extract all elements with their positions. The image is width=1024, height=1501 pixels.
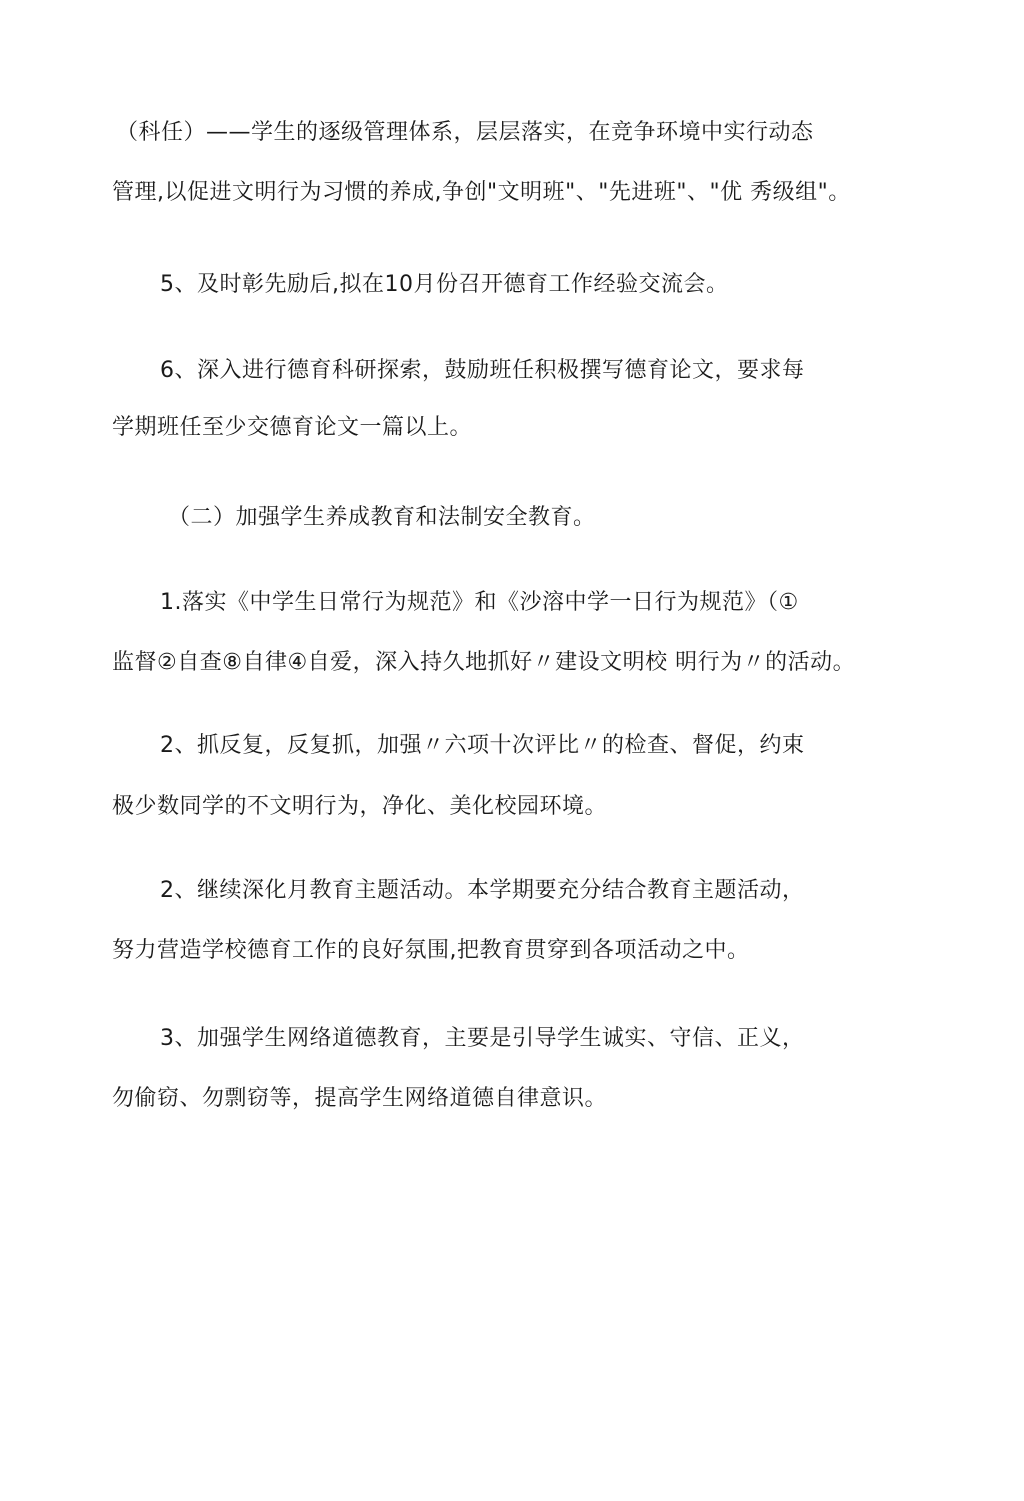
text-line: 2、继续深化月教育主题活动。本学期要充分结合教育主题活动，	[160, 878, 805, 903]
text-line: 管理,以促进文明行为习惯的养成,争创"文明班"、"先进班"、"优 秀级组"。	[112, 180, 851, 205]
text-line: 努力营造学校德育工作的良好氛围,把教育贯穿到各项活动之中。	[112, 938, 750, 963]
text-line: 5、及时彰先励后,拟在10月份召开德育工作经验交流会。	[160, 272, 729, 297]
text-line: 学期班任至少交德育论文一篇以上。	[112, 415, 473, 440]
text-line: 监督②自查⑧自律④自爱，深入持久地抓好〃建设文明校 明行为〃的活动。	[112, 650, 856, 675]
text-line: 3、加强学生网络道德教育，主要是引导学生诚实、守信、正义，	[160, 1026, 805, 1051]
text-line: 2、抓反复，反复抓，加强〃六项十次评比〃的检查、督促，约束	[160, 733, 805, 758]
section-heading: （二）加强学生养成教育和法制安全教育。	[168, 505, 596, 530]
text-line: 1.落实《中学生日常行为规范》和《沙溶中学一日行为规范》（①	[160, 590, 799, 615]
text-line: （科任）——学生的逐级管理体系，层层落实，在竞争环境中实行动态	[116, 120, 814, 145]
text-line: 极少数同学的不文明行为，净化、美化校园环境。	[112, 794, 608, 819]
text-line: 勿偷窃、勿剽窃等，提高学生网络道德自律意识。	[112, 1086, 608, 1111]
text-line: 6、深入进行德育科研探索，鼓励班任积极撰写德育论文，要求每	[160, 358, 805, 383]
